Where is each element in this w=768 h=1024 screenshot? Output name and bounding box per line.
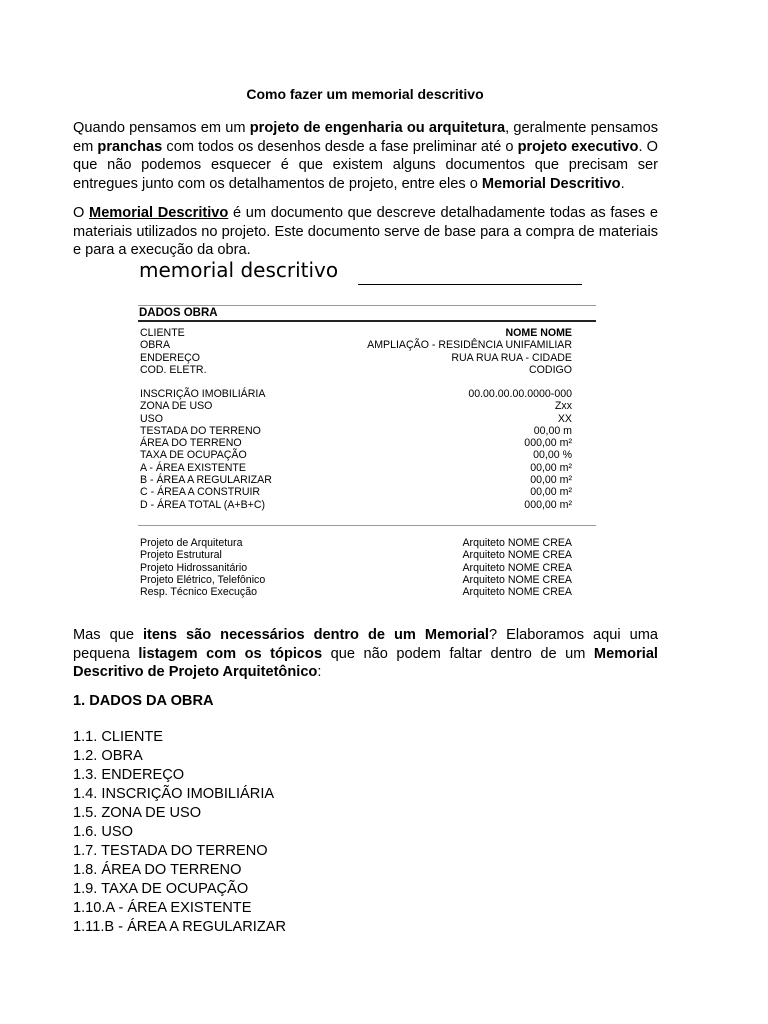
- memorial-row: [140, 327, 572, 339]
- memorial-field-value: XX: [557, 412, 572, 425]
- memorial-field-label: ENDEREÇO: [140, 351, 201, 364]
- topic-list-item: 1.10.A - ÁREA EXISTENTE: [73, 900, 252, 916]
- memorial-field-label: ÁREA DO TERRENO: [140, 437, 242, 450]
- topic-list-item: 1.6. USO: [73, 824, 134, 840]
- emphasis-text: Memorial Descritivo de Projeto Arquitetônico: [73, 645, 658, 680]
- memorial-row: [140, 474, 572, 486]
- memorial-field-label: Projeto de Arquitetura: [140, 537, 243, 549]
- topic-list-item: 1.7. TESTADA DO TERRENO: [73, 843, 268, 859]
- memorial-group-obra: [140, 327, 572, 376]
- divider: [138, 525, 596, 526]
- memorial-field-label: USO: [140, 412, 163, 425]
- topic-list-item: 1.8. ÁREA DO TERRENO: [73, 862, 242, 878]
- memorial-row: [140, 549, 572, 561]
- paragraph-text: Mas que: [73, 627, 143, 643]
- paragraph-text: :: [317, 664, 322, 680]
- memorial-row: [140, 537, 572, 549]
- memorial-field-value: 00,00 m: [533, 424, 572, 437]
- emphasis-text: listagem com os tópicos: [138, 645, 323, 662]
- items-paragraph: [73, 626, 658, 682]
- memorial-field-label: A - ÁREA EXISTENTE: [140, 461, 246, 474]
- paragraph-text: é um documento que descreve detalhadamente todas as fases e materiais utilizados no projeto. Este documento serve de base para a compra de materiais e para a execução da obra.: [73, 205, 658, 258]
- topic-list-item: 1.1. CLIENTE: [73, 729, 164, 745]
- memorial-field-label: B - ÁREA A REGULARIZAR: [140, 474, 272, 487]
- paragraph-text: que não podem faltar dentro de um: [322, 645, 594, 662]
- memorial-field-value: Zxx: [554, 400, 572, 413]
- emphasis-text: projeto executivo: [517, 138, 639, 155]
- emphasis-text: Memorial Descritivo: [89, 205, 229, 221]
- topic-list-item: 1.4. INSCRIÇÃO IMOBILIÁRIA: [73, 786, 275, 802]
- heading-underline: [358, 284, 582, 285]
- paragraph-text: com todos os desenhos desde a fase preliminar até o: [162, 138, 518, 155]
- memorial-field-value: 00,00 m²: [530, 474, 572, 487]
- memorial-field-value: RUA RUA RUA - CIDADE: [451, 351, 572, 364]
- topic-list-item: 1.2. OBRA: [73, 748, 143, 764]
- memorial-field-value: CODIGO: [529, 363, 572, 376]
- memorial-field-value: 00,00 m²: [530, 486, 572, 499]
- section-heading: 1. DADOS DA OBRA: [73, 693, 214, 709]
- memorial-field-label: COD. ELETR.: [140, 363, 207, 376]
- memorial-field-label: C - ÁREA A CONSTRUIR: [140, 486, 261, 499]
- memorial-row: [140, 499, 572, 511]
- intro-paragraph: [73, 119, 658, 193]
- memorial-row: [140, 352, 572, 364]
- memorial-field-value: 000,00 m²: [524, 498, 572, 511]
- memorial-field-label: TAXA DE OCUPAÇÃO: [140, 449, 247, 462]
- memorial-row: [140, 586, 572, 598]
- document-title: Como fazer um memorial descritivo: [246, 86, 484, 102]
- memorial-row: [140, 574, 572, 586]
- memorial-field-value: 000,00 m²: [524, 437, 572, 450]
- memorial-form-image: [138, 258, 600, 603]
- emphasis-text: projeto de engenharia ou arquitetura: [249, 120, 506, 136]
- memorial-field-value: Arquiteto NOME CREA: [462, 586, 572, 599]
- memorial-field-label: Projeto Hidrossanitário: [140, 561, 248, 574]
- memorial-group-responsaveis: [140, 537, 572, 598]
- memorial-field-value: NOME NOME: [505, 327, 572, 339]
- memorial-field-label: OBRA: [140, 339, 171, 352]
- memorial-row: [140, 388, 572, 400]
- memorial-field-value: Arquiteto NOME CREA: [462, 537, 572, 549]
- memorial-field-value: 00,00 %: [533, 449, 572, 462]
- emphasis-text: pranchas: [97, 138, 163, 155]
- memorial-row: [140, 413, 572, 425]
- paragraph-text: .: [620, 175, 625, 192]
- memorial-group-terreno: [140, 388, 572, 511]
- memorial-field-label: CLIENTE: [140, 327, 185, 339]
- memorial-field-label: Projeto Estrutural: [140, 549, 222, 562]
- memorial-field-value: Arquiteto NOME CREA: [462, 573, 572, 586]
- paragraph-text: ? Elaboramos aqui uma pequena: [73, 627, 659, 662]
- memorial-row: [140, 339, 572, 351]
- memorial-field-value: 00,00 m²: [530, 461, 572, 474]
- memorial-field-value: Arquiteto NOME CREA: [462, 549, 572, 562]
- memorial-form-heading: memorial descritivo: [139, 258, 339, 282]
- memorial-field-label: INSCRIÇÃO IMOBILIÁRIA: [140, 388, 266, 400]
- memorial-field-label: TESTADA DO TERRENO: [140, 424, 261, 437]
- memorial-field-value: AMPLIAÇÃO - RESIDÊNCIA UNIFAMILIAR: [367, 339, 572, 352]
- definition-paragraph: [73, 204, 658, 260]
- memorial-row: [140, 425, 572, 437]
- topic-list-item: 1.3. ENDEREÇO: [73, 767, 185, 783]
- memorial-row: [140, 562, 572, 574]
- memorial-field-value: 00.00.00.00.0000-000: [468, 388, 572, 400]
- memorial-field-label: ZONA DE USO: [140, 400, 213, 413]
- topic-list-item: 1.11.B - ÁREA A REGULARIZAR: [73, 919, 287, 935]
- memorial-field-label: Resp. Técnico Execução: [140, 586, 257, 599]
- memorial-row: [140, 449, 572, 461]
- paragraph-text: . O que não podemos esquecer é que existem alguns documentos que precisam ser entregues junto com os detalhamentos de projeto, entre eles o: [73, 138, 658, 192]
- memorial-field-value: Arquiteto NOME CREA: [462, 561, 572, 574]
- emphasis-text: Memorial Descritivo: [481, 175, 621, 192]
- memorial-row: [140, 437, 572, 449]
- paragraph-text: O: [73, 205, 90, 221]
- topic-list-item: 1.5. ZONA DE USO: [73, 805, 202, 821]
- emphasis-text: itens são necessários dentro de um Memorial: [142, 627, 489, 643]
- paragraph-text: Quando pensamos em um: [73, 120, 250, 136]
- memorial-field-label: Projeto Elétrico, Telefônico: [140, 573, 266, 586]
- memorial-row: [140, 364, 572, 376]
- topic-list-item: 1.9. TAXA DE OCUPAÇÃO: [73, 881, 249, 897]
- memorial-row: [140, 400, 572, 412]
- paragraph-text: , geralmente pensamos em: [73, 120, 658, 155]
- memorial-field-label: D - ÁREA TOTAL (A+B+C): [140, 498, 266, 511]
- memorial-row: [140, 486, 572, 498]
- topic-list: [73, 728, 286, 937]
- memorial-box-title: DADOS OBRA: [139, 307, 218, 319]
- memorial-row: [140, 462, 572, 474]
- divider: [138, 320, 596, 322]
